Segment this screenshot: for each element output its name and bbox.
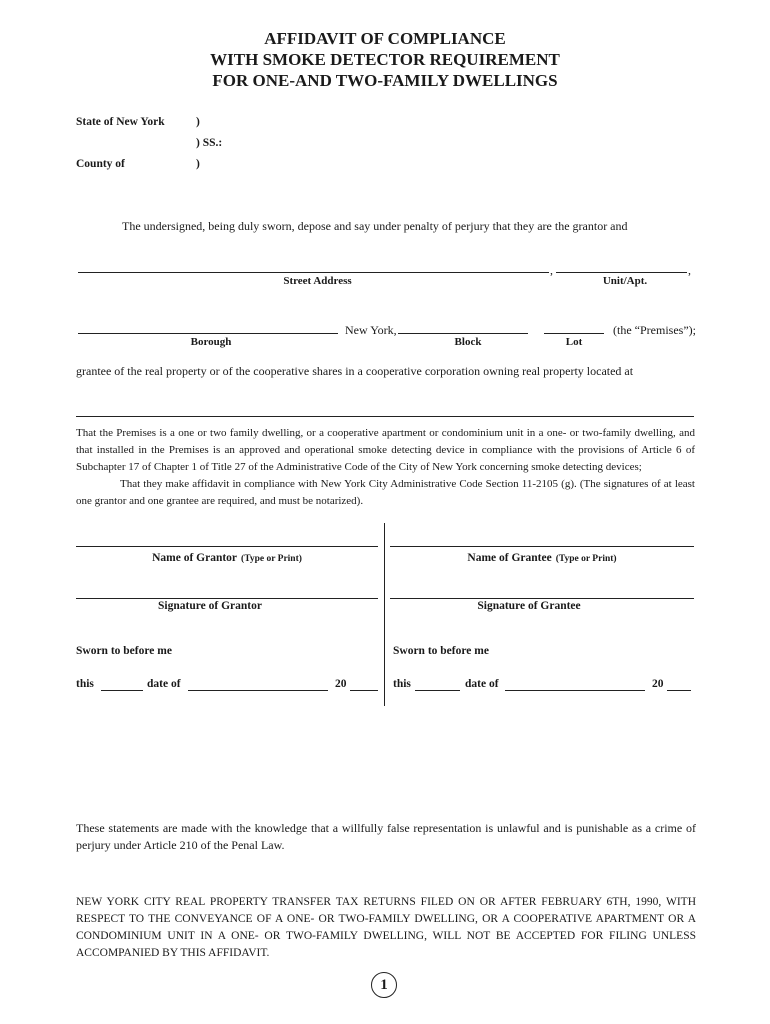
transfer-tax-notice: NEW YORK CITY REAL PROPERTY TRANSFER TAX RETURNS FILED ON OR AFTER FEBRUARY 6TH, 1990, WITH RESPECT TO THE CONVEYANCE OF A ONE- OR TWO-FAMILY DWELLING, OR A COOPERATIVE APARTMENT OR A CONDOMINIUM UNIT IN A ONE- OR TWO-FAMILY DWELLING, WILL NOT BE ACCEPTED FOR FILING UNLESS ACCOMPANIED BY THIS AFFIDAVIT. <box>76 896 696 959</box>
grantor-sworn-text: Sworn to before me <box>76 645 172 657</box>
grantor-year-field[interactable] <box>350 690 378 691</box>
grantee-year-field[interactable] <box>667 690 691 691</box>
perjury-statement: These statements are made with the knowledge that a willfully false representation is unlawful and is punishable as a crime of perjury under Article 210 of the Penal Law. <box>76 821 696 852</box>
new-york-text: New York, <box>345 323 397 337</box>
block-field[interactable] <box>398 333 528 334</box>
venue-paren-1: ) <box>196 116 200 128</box>
form-title <box>0 28 770 91</box>
venue-paren-2: ) <box>196 158 200 170</box>
grantee-name-label: Name of Grantee <box>467 552 552 564</box>
title-line-2: WITH SMOKE DETECTOR REQUIREMENT <box>210 50 560 69</box>
grantor-signature-label: Signature of Grantor <box>158 600 262 612</box>
premises-paragraph: That the Premises is a one or two family dwelling, or a cooperative apartment or condominium unit in a one- or two-family dwelling, and that installed in the Premises is an approved and operational smoke detecting device in compliance with the provisions of Article 6 of Subchapter 17 of Chapter 1 of Title 27 of the Administrative Code of the City of New York concerning smoke detecting devices; <box>76 427 695 473</box>
grantee-signature-label: Signature of Grantee <box>477 600 581 612</box>
grantee-day-field[interactable] <box>415 690 460 691</box>
grantee-this-text: this <box>393 678 411 690</box>
compliance-paragraph: That they make affidavit in compliance with New York City Administrative Code Section 11-2105 (g). (The signatures of at least one grantor and one grantee are required, and must be notarized). <box>76 478 695 507</box>
grantor-year-prefix: 20 <box>335 678 347 690</box>
grantee-month-field[interactable] <box>505 690 645 691</box>
unit-apt-field[interactable] <box>556 272 687 273</box>
premises-text: (the “Premises”); <box>613 323 696 337</box>
grantee-date-of-text: date of <box>465 678 499 690</box>
grantor-this-text: this <box>76 678 94 690</box>
street-address-field[interactable] <box>78 272 549 273</box>
title-line-1: AFFIDAVIT OF COMPLIANCE <box>264 29 506 48</box>
venue-ss-label: ) SS.: <box>196 137 223 149</box>
grantee-name-caption <box>390 548 694 566</box>
borough-field[interactable] <box>78 333 338 334</box>
grantee-signature-field[interactable] <box>390 598 694 599</box>
venue-state-label: State of New York <box>76 116 165 128</box>
grantor-type-print: (Type or Print) <box>241 554 302 564</box>
property-location-field[interactable] <box>76 416 694 417</box>
grantor-name-field[interactable] <box>76 546 378 547</box>
venue-county-label: County of <box>76 158 125 170</box>
grantor-name-label: Name of Grantor <box>152 552 238 564</box>
lot-field[interactable] <box>544 333 604 334</box>
grantor-month-field[interactable] <box>188 690 328 691</box>
lot-label: Lot <box>565 336 583 348</box>
page-number: 1 <box>371 972 397 998</box>
signature-divider <box>384 523 385 706</box>
grantee-year-prefix: 20 <box>652 678 664 690</box>
title-line-3: FOR ONE-AND TWO-FAMILY DWELLINGS <box>212 71 558 90</box>
grantee-type-print: (Type or Print) <box>555 554 617 564</box>
unit-apt-label: Unit/Apt. <box>602 275 648 287</box>
grantee-text: grantee of the real property or of the cooperative shares in a cooperative corporation owning real property located at <box>76 364 634 378</box>
comma-1: , <box>550 263 553 277</box>
borough-label: Borough <box>190 336 232 348</box>
grantor-name-caption <box>76 548 378 566</box>
grantor-signature-field[interactable] <box>76 598 378 599</box>
comma-2: , <box>688 263 691 277</box>
block-label: Block <box>454 336 482 348</box>
intro-text: The undersigned, being duly sworn, depose and say under penalty of perjury that they are the grantor and <box>122 219 628 233</box>
grantor-day-field[interactable] <box>101 690 143 691</box>
grantee-sworn-text: Sworn to before me <box>393 645 489 657</box>
grantor-date-of-text: date of <box>147 678 181 690</box>
street-address-label: Street Address <box>283 275 352 287</box>
grantee-name-field[interactable] <box>390 546 694 547</box>
